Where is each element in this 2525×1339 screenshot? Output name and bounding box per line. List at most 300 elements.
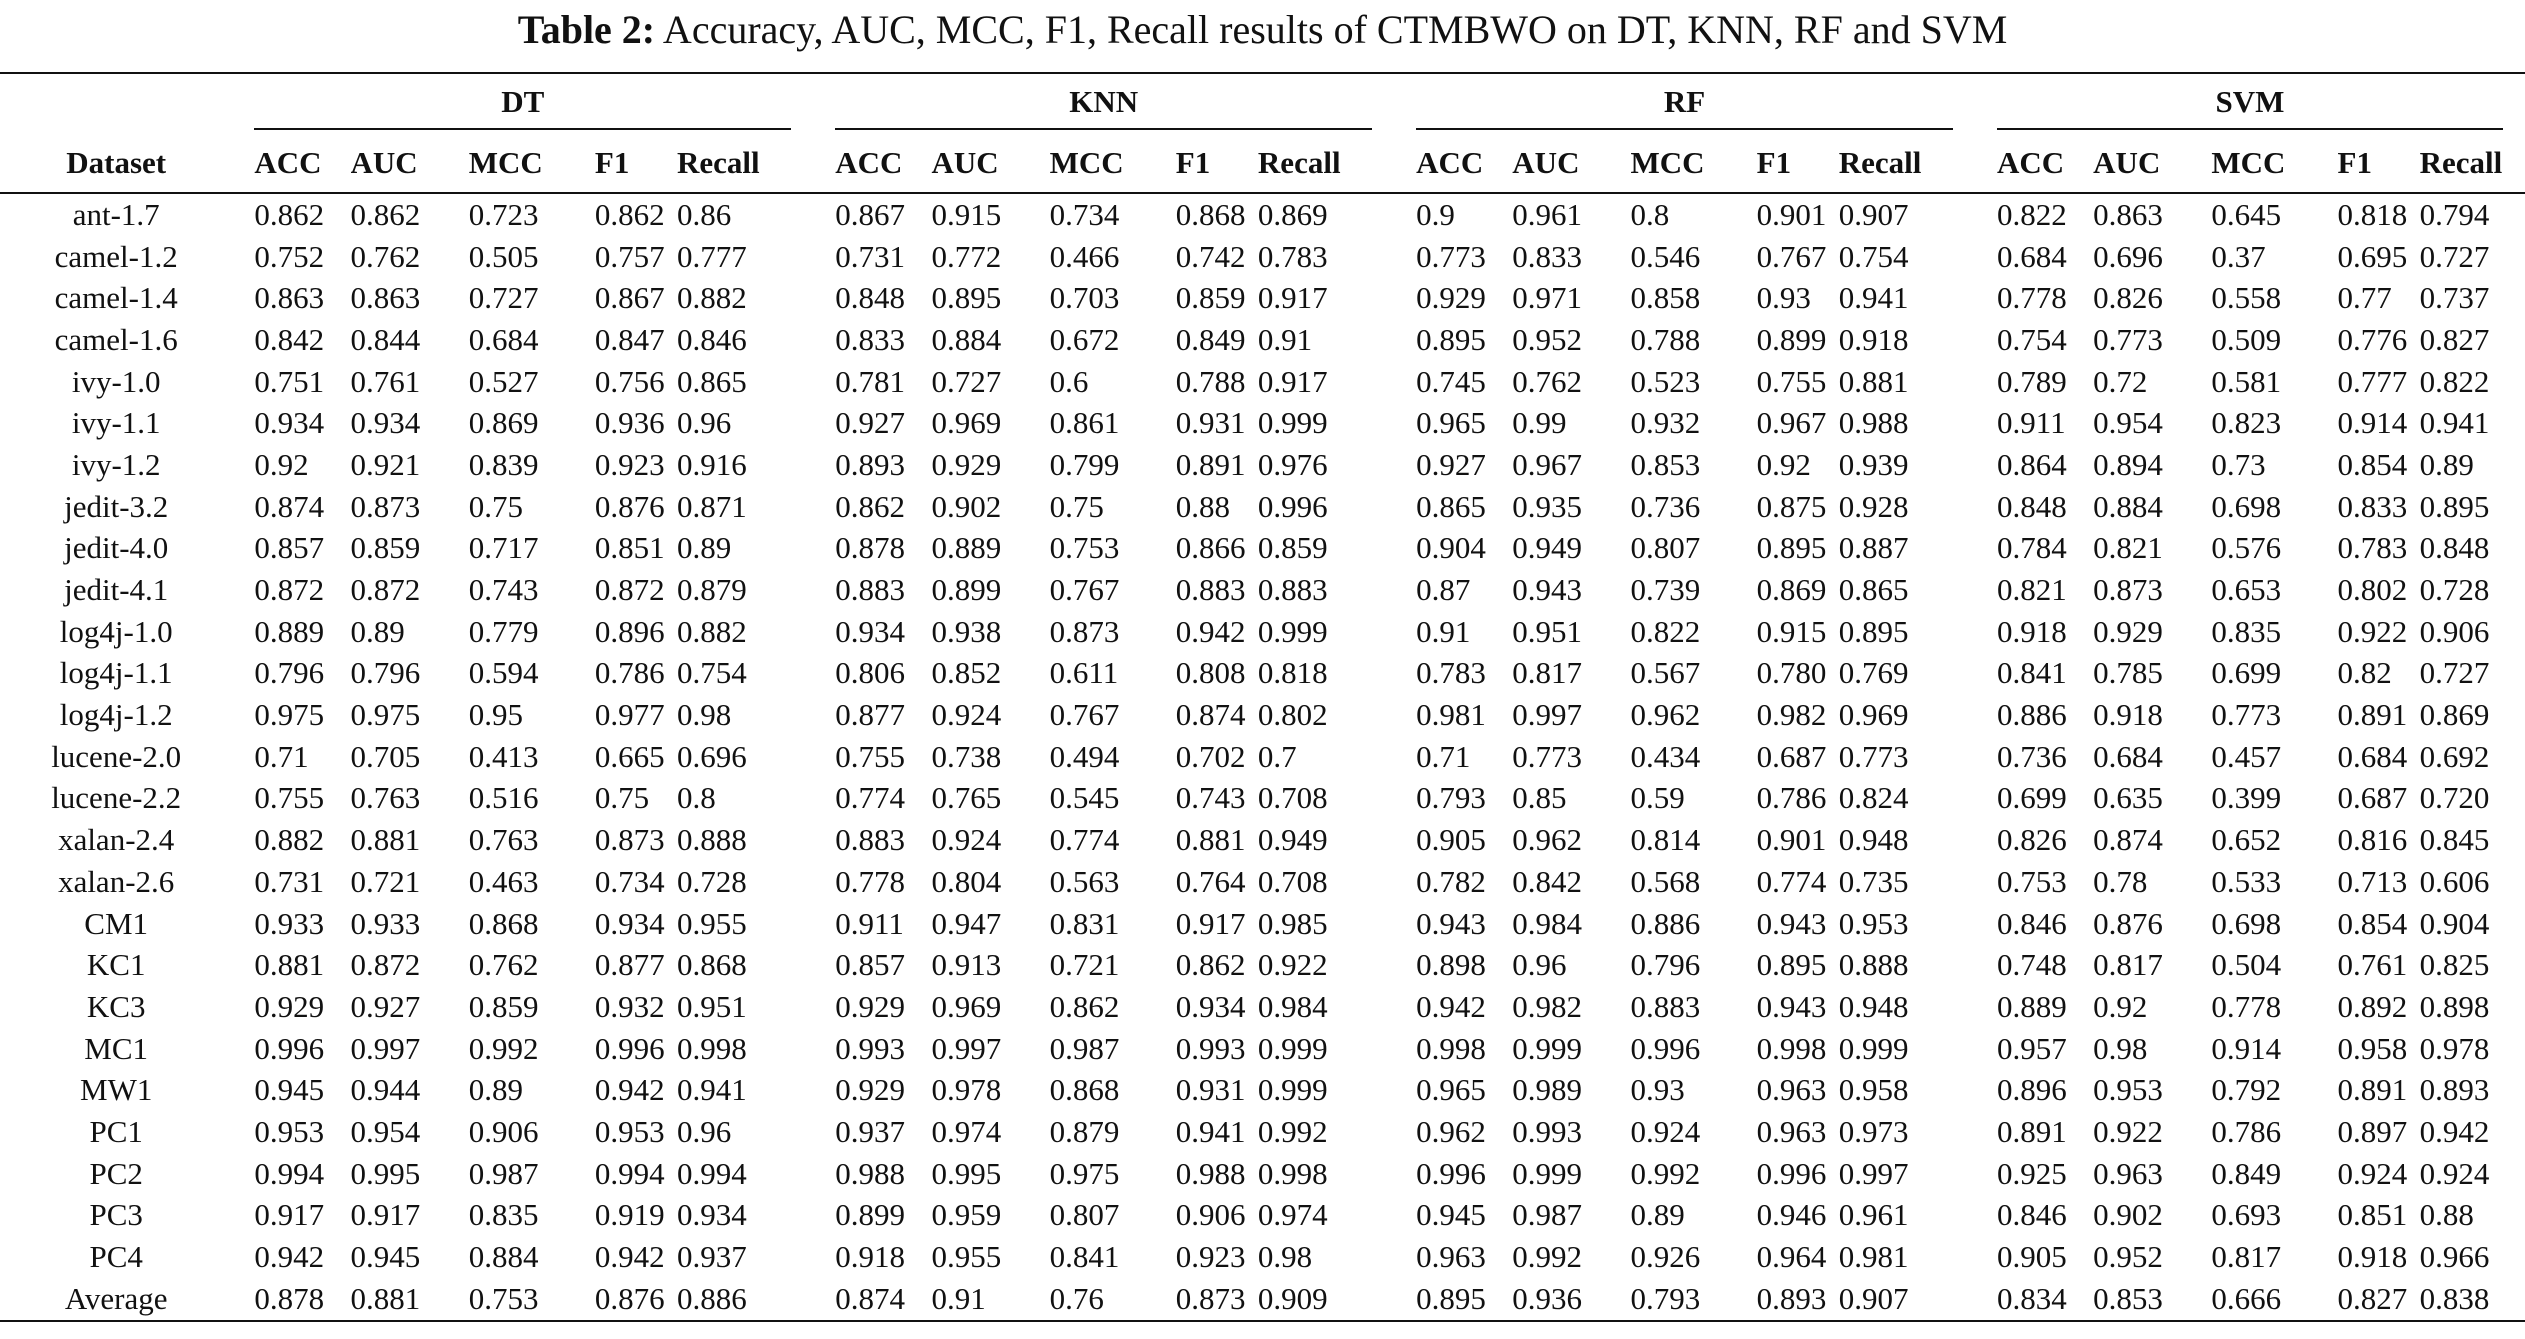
table-row — [0, 1195, 2525, 1237]
value-cell: 0.854 — [2337, 905, 2408, 941]
value-cell: 0.867 — [835, 196, 906, 232]
value-cell: 0.897 — [2337, 1113, 2408, 1149]
value-cell: 0.753 — [1997, 863, 2067, 899]
value-cell: 0.702 — [1175, 738, 1246, 774]
group-label: KNN — [835, 78, 1372, 130]
value-cell: 0.784 — [1997, 530, 2067, 566]
value-cell: 0.892 — [2337, 988, 2408, 1024]
column-header-svm-f1: F1 — [2338, 134, 2420, 193]
value-cell: 0.865 — [1416, 488, 1486, 524]
header-spacer — [0, 73, 232, 134]
value-cell: 0.984 — [1257, 988, 1328, 1024]
value-cell: 0.888 — [677, 822, 747, 858]
value-cell: 0.876 — [594, 488, 665, 524]
value-cell: 0.692 — [2419, 738, 2490, 774]
value-cell: 0.934 — [677, 1197, 747, 1233]
value-cell: 0.817 — [2093, 947, 2163, 983]
value-cell: 0.652 — [2211, 822, 2282, 858]
column-header-row — [0, 134, 2525, 193]
value-cell: 0.847 — [594, 321, 665, 357]
column-header-svm-recall: Recall — [2420, 134, 2525, 193]
value-cell: 0.708 — [1257, 780, 1328, 816]
value-cell: 0.988 — [1175, 1155, 1246, 1191]
value-cell: 0.842 — [254, 321, 325, 357]
caption-label: Table 2: — [517, 7, 656, 52]
value-cell: 0.969 — [1838, 697, 1909, 733]
value-cell: 0.964 — [1756, 1239, 1827, 1275]
value-cell: 0.945 — [1416, 1197, 1486, 1233]
column-header-knn-recall: Recall — [1258, 134, 1394, 193]
value-cell: 0.721 — [350, 863, 421, 899]
value-cell: 0.994 — [254, 1155, 325, 1191]
value-cell: 0.942 — [1175, 613, 1246, 649]
value-cell: 0.89 — [350, 613, 405, 649]
value-cell: 0.87 — [1416, 572, 1471, 608]
value-cell: 0.915 — [931, 196, 1002, 232]
value-cell: 0.779 — [468, 613, 539, 649]
table-row — [0, 444, 2525, 486]
value-cell: 0.918 — [1997, 613, 2067, 649]
value-cell: 0.494 — [1049, 738, 1120, 774]
value-cell: 0.723 — [468, 196, 539, 232]
value-cell: 0.7 — [1257, 738, 1297, 774]
value-cell: 0.869 — [1756, 572, 1827, 608]
value-cell: 0.973 — [1838, 1113, 1909, 1149]
value-cell: 0.883 — [835, 822, 906, 858]
value-cell: 0.884 — [468, 1239, 539, 1275]
value-cell: 0.755 — [1756, 363, 1827, 399]
value-cell: 0.967 — [1756, 405, 1827, 441]
value-cell: 0.923 — [1175, 1239, 1246, 1275]
value-cell: 0.936 — [1512, 1278, 1630, 1321]
value-cell: 0.872 — [254, 572, 325, 608]
value-cell: 0.838 — [2420, 1278, 2525, 1321]
value-cell: 0.505 — [468, 238, 539, 274]
value-cell: 0.731 — [254, 863, 325, 899]
value-cell: 0.893 — [835, 446, 906, 482]
value-cell: 0.788 — [1630, 321, 1701, 357]
value-cell: 0.802 — [2337, 572, 2408, 608]
value-cell: 0.896 — [1997, 1072, 2067, 1108]
group-label: RF — [1416, 78, 1953, 130]
value-cell: 0.958 — [2337, 1030, 2408, 1066]
value-cell: 0.862 — [1175, 947, 1246, 983]
value-cell: 0.977 — [594, 697, 665, 733]
value-cell: 0.95 — [468, 697, 523, 733]
value-cell: 0.834 — [1975, 1278, 2093, 1321]
table-row — [0, 528, 2525, 570]
value-cell: 0.946 — [1756, 1197, 1827, 1233]
value-cell: 0.987 — [1512, 1197, 1583, 1233]
value-cell: 0.993 — [1175, 1030, 1246, 1066]
value-cell: 0.807 — [1630, 530, 1701, 566]
value-cell: 0.817 — [2211, 1239, 2282, 1275]
value-cell: 0.999 — [1257, 405, 1328, 441]
value-cell: 0.882 — [254, 822, 325, 858]
value-cell: 0.772 — [931, 238, 1002, 274]
value-cell: 0.806 — [835, 655, 906, 691]
value-cell: 0.874 — [254, 488, 325, 524]
table-row — [0, 361, 2525, 403]
dataset-cell: camel-1.4 — [54, 280, 178, 316]
value-cell: 0.699 — [2211, 655, 2282, 691]
column-header-dt-recall: Recall — [677, 134, 813, 193]
value-cell: 0.931 — [1175, 405, 1246, 441]
value-cell: 0.684 — [2093, 738, 2163, 774]
value-cell: 0.984 — [1512, 905, 1583, 941]
value-cell: 0.895 — [1394, 1278, 1512, 1321]
value-cell: 0.999 — [1838, 1030, 1909, 1066]
value-cell: 0.949 — [1257, 822, 1328, 858]
value-cell: 0.971 — [1512, 280, 1583, 316]
value-cell: 0.793 — [1416, 780, 1486, 816]
value-cell: 0.899 — [835, 1197, 906, 1233]
value-cell: 0.881 — [254, 947, 325, 983]
value-cell: 0.71 — [254, 738, 309, 774]
value-cell: 0.862 — [835, 488, 906, 524]
value-cell: 0.762 — [468, 947, 539, 983]
dataset-cell: ant-1.7 — [72, 196, 160, 232]
table-row — [0, 903, 2525, 945]
value-cell: 0.881 — [351, 1278, 469, 1321]
value-cell: 0.866 — [1175, 530, 1246, 566]
value-cell: 0.845 — [2419, 822, 2490, 858]
value-cell: 0.756 — [594, 363, 665, 399]
value-cell: 0.865 — [1838, 572, 1909, 608]
table-caption — [0, 6, 2525, 53]
value-cell: 0.909 — [1258, 1278, 1394, 1321]
value-cell: 0.594 — [468, 655, 539, 691]
value-cell: 0.827 — [2419, 321, 2490, 357]
value-cell: 0.653 — [2211, 572, 2282, 608]
value-cell: 0.873 — [1176, 1278, 1258, 1321]
table-row — [0, 1236, 2525, 1278]
value-cell: 0.92 — [254, 446, 309, 482]
column-header-rf-mcc: MCC — [1630, 134, 1756, 193]
value-cell: 0.941 — [677, 1072, 747, 1108]
value-cell: 0.891 — [1175, 446, 1246, 482]
value-cell: 0.966 — [2419, 1239, 2490, 1275]
value-cell: 0.901 — [1756, 822, 1827, 858]
table-row — [0, 694, 2525, 736]
value-cell: 0.802 — [1257, 697, 1328, 733]
value-cell: 0.717 — [468, 530, 539, 566]
value-cell: 0.999 — [1512, 1155, 1583, 1191]
value-cell: 0.925 — [1997, 1155, 2067, 1191]
value-cell: 0.862 — [594, 196, 665, 232]
value-cell: 0.996 — [1257, 488, 1328, 524]
value-cell: 0.523 — [1630, 363, 1701, 399]
dataset-cell: jedit-4.0 — [64, 530, 169, 566]
value-cell: 0.848 — [2419, 530, 2490, 566]
value-cell: 0.769 — [1838, 655, 1909, 691]
value-cell: 0.753 — [1049, 530, 1120, 566]
column-header-knn-f1: F1 — [1176, 134, 1258, 193]
dataset-cell: ivy-1.0 — [71, 363, 161, 399]
value-cell: 0.96 — [677, 1113, 732, 1149]
value-cell: 0.846 — [677, 321, 747, 357]
value-cell: 0.399 — [2211, 780, 2282, 816]
value-cell: 0.995 — [931, 1155, 1002, 1191]
value-cell: 0.846 — [1997, 905, 2067, 941]
value-cell: 0.936 — [594, 405, 665, 441]
value-cell: 0.942 — [594, 1239, 665, 1275]
value-cell: 0.752 — [254, 238, 325, 274]
value-cell: 0.835 — [2211, 613, 2282, 649]
value-cell: 0.773 — [2211, 697, 2282, 733]
value-cell: 0.947 — [931, 905, 1002, 941]
value-cell: 0.757 — [594, 238, 665, 274]
value-cell: 0.89 — [468, 1072, 523, 1108]
value-cell: 0.611 — [1049, 655, 1119, 691]
value-cell: 0.773 — [1416, 238, 1486, 274]
value-cell: 0.879 — [1049, 1113, 1120, 1149]
value-cell: 0.937 — [677, 1239, 747, 1275]
value-cell: 0.99 — [1512, 405, 1567, 441]
value-cell: 0.755 — [254, 780, 325, 816]
value-cell: 0.684 — [1997, 238, 2067, 274]
value-cell: 0.961 — [1512, 196, 1583, 232]
value-cell: 0.893 — [1757, 1278, 1839, 1321]
table-row — [0, 569, 2525, 611]
value-cell: 0.734 — [1049, 196, 1120, 232]
value-cell: 0.933 — [254, 905, 325, 941]
value-cell: 0.941 — [2419, 405, 2490, 441]
value-cell: 0.996 — [1630, 1030, 1701, 1066]
value-cell: 0.889 — [931, 530, 1002, 566]
value-cell: 0.696 — [677, 738, 747, 774]
table-row — [0, 819, 2525, 861]
value-cell: 0.825 — [2419, 947, 2490, 983]
table-row — [0, 277, 2525, 319]
value-cell: 0.743 — [1175, 780, 1246, 816]
value-cell: 0.997 — [1512, 697, 1583, 733]
value-cell: 0.868 — [1049, 1072, 1120, 1108]
value-cell: 0.942 — [2419, 1113, 2490, 1149]
value-cell: 0.948 — [1838, 988, 1909, 1024]
value-cell: 0.893 — [2419, 1072, 2490, 1108]
group-label: DT — [254, 78, 791, 130]
value-cell: 0.781 — [835, 363, 906, 399]
value-cell: 0.89 — [2419, 446, 2474, 482]
dataset-cell: jedit-4.1 — [64, 572, 169, 608]
value-cell: 0.78 — [2093, 863, 2148, 899]
value-cell: 0.851 — [594, 530, 665, 566]
dataset-cell: MW1 — [80, 1072, 153, 1108]
value-cell: 0.886 — [1630, 905, 1701, 941]
value-cell: 0.875 — [1756, 488, 1827, 524]
value-cell: 0.853 — [2093, 1278, 2211, 1321]
value-cell: 0.826 — [2093, 280, 2163, 316]
value-cell: 0.898 — [1416, 947, 1486, 983]
column-header-knn-acc: ACC — [813, 134, 931, 193]
value-cell: 0.935 — [1512, 488, 1583, 524]
value-cell: 0.996 — [254, 1030, 325, 1066]
value-cell: 0.545 — [1049, 780, 1120, 816]
value-cell: 0.904 — [2419, 905, 2490, 941]
value-cell: 0.778 — [2211, 988, 2282, 1024]
dataset-cell: KC1 — [86, 947, 146, 983]
value-cell: 0.783 — [1416, 655, 1486, 691]
value-cell: 0.785 — [2093, 655, 2163, 691]
value-cell: 0.882 — [677, 613, 747, 649]
value-cell: 0.962 — [1630, 697, 1701, 733]
value-cell: 0.91 — [1416, 613, 1471, 649]
value-cell: 0.881 — [1838, 363, 1909, 399]
value-cell: 0.788 — [1175, 363, 1246, 399]
value-cell: 0.37 — [2211, 238, 2266, 274]
value-cell: 0.934 — [835, 613, 906, 649]
value-cell: 0.727 — [2419, 655, 2490, 691]
value-cell: 0.928 — [1838, 488, 1909, 524]
column-header-knn-auc: AUC — [931, 134, 1049, 193]
value-cell: 0.902 — [931, 488, 1002, 524]
value-cell: 0.98 — [677, 697, 732, 733]
value-cell: 0.873 — [594, 822, 665, 858]
value-cell: 0.466 — [1049, 238, 1120, 274]
value-cell: 0.982 — [1756, 697, 1827, 733]
value-cell: 0.863 — [254, 280, 325, 316]
value-cell: 0.953 — [2093, 1072, 2163, 1108]
value-cell: 0.899 — [931, 572, 1002, 608]
value-cell: 0.932 — [1630, 405, 1701, 441]
value-cell: 0.883 — [1630, 988, 1701, 1024]
value-cell: 0.827 — [2338, 1278, 2420, 1321]
value-cell: 0.943 — [1512, 572, 1583, 608]
value-cell: 0.817 — [1512, 655, 1583, 691]
value-cell: 0.841 — [1997, 655, 2067, 691]
value-cell: 0.939 — [1838, 446, 1909, 482]
group-header-rf — [1394, 73, 1975, 134]
value-cell: 0.93 — [1756, 280, 1811, 316]
value-cell: 0.864 — [1997, 446, 2067, 482]
value-cell: 0.9 — [1416, 196, 1455, 232]
dataset-cell: CM1 — [84, 905, 149, 941]
value-cell: 0.894 — [2093, 446, 2163, 482]
value-cell: 0.773 — [1512, 738, 1583, 774]
table-row — [0, 861, 2525, 903]
value-cell: 0.792 — [2211, 1072, 2282, 1108]
value-cell: 0.89 — [1630, 1197, 1685, 1233]
value-cell: 0.917 — [1257, 280, 1328, 316]
value-cell: 0.872 — [350, 947, 421, 983]
value-cell: 0.727 — [931, 363, 1002, 399]
value-cell: 0.72 — [2093, 363, 2148, 399]
value-cell: 0.993 — [1512, 1113, 1583, 1149]
value-cell: 0.739 — [1630, 572, 1701, 608]
value-cell: 0.982 — [1512, 988, 1583, 1024]
value-cell: 0.783 — [2337, 530, 2408, 566]
value-cell: 0.877 — [835, 697, 906, 733]
table-row — [0, 653, 2525, 695]
value-cell: 0.645 — [2211, 196, 2282, 232]
value-cell: 0.931 — [1175, 1072, 1246, 1108]
value-cell: 0.767 — [1049, 572, 1120, 608]
value-cell: 0.921 — [350, 446, 421, 482]
value-cell: 0.699 — [1997, 780, 2067, 816]
value-cell: 0.967 — [1512, 446, 1583, 482]
value-cell: 0.951 — [677, 988, 747, 1024]
value-cell: 0.696 — [2093, 238, 2163, 274]
value-cell: 0.922 — [2093, 1113, 2163, 1149]
value-cell: 0.942 — [1416, 988, 1486, 1024]
value-cell: 0.881 — [1175, 822, 1246, 858]
value-cell: 0.833 — [1512, 238, 1583, 274]
table-row — [0, 611, 2525, 653]
value-cell: 0.963 — [1416, 1239, 1486, 1275]
value-cell: 0.906 — [1175, 1197, 1246, 1233]
value-cell: 0.872 — [594, 572, 665, 608]
value-cell: 0.987 — [468, 1155, 539, 1191]
value-cell: 0.924 — [2419, 1155, 2490, 1191]
value-cell: 0.943 — [1756, 988, 1827, 1024]
value-cell: 0.954 — [350, 1113, 421, 1149]
value-cell: 0.934 — [1175, 988, 1246, 1024]
value-cell: 0.822 — [1997, 196, 2067, 232]
table-row — [0, 778, 2525, 820]
value-cell: 0.748 — [1997, 947, 2067, 983]
value-cell: 0.975 — [254, 697, 325, 733]
value-cell: 0.568 — [1630, 863, 1701, 899]
table-row — [0, 1111, 2525, 1153]
table-row — [0, 1069, 2525, 1111]
value-cell: 0.789 — [1997, 363, 2067, 399]
value-cell: 0.558 — [2211, 280, 2282, 316]
group-header-knn — [813, 73, 1394, 134]
value-cell: 0.774 — [1049, 822, 1120, 858]
value-cell: 0.976 — [1257, 446, 1328, 482]
value-cell: 0.859 — [350, 530, 421, 566]
value-cell: 0.907 — [1838, 196, 1909, 232]
value-cell: 0.917 — [1175, 905, 1246, 941]
value-cell: 0.871 — [677, 488, 747, 524]
value-cell: 0.992 — [1512, 1239, 1583, 1275]
dataset-cell: log4j-1.1 — [59, 655, 173, 691]
value-cell: 0.823 — [2211, 405, 2282, 441]
value-cell: 0.933 — [350, 905, 421, 941]
value-cell: 0.82 — [2337, 655, 2392, 691]
value-cell: 0.881 — [350, 822, 421, 858]
table-row — [0, 736, 2525, 778]
value-cell: 0.923 — [594, 446, 665, 482]
value-cell: 0.822 — [2419, 363, 2490, 399]
value-cell: 0.963 — [2093, 1155, 2163, 1191]
value-cell: 0.997 — [1838, 1155, 1909, 1191]
value-cell: 0.993 — [835, 1030, 906, 1066]
value-cell: 0.666 — [2211, 1278, 2337, 1321]
value-cell: 0.761 — [2337, 947, 2408, 983]
table-row — [0, 1278, 2525, 1321]
value-cell: 0.927 — [350, 988, 421, 1024]
value-cell: 0.942 — [254, 1239, 325, 1275]
dataset-cell: KC3 — [86, 988, 146, 1024]
value-cell: 0.889 — [254, 613, 325, 649]
dataset-cell: lucene-2.2 — [51, 780, 182, 816]
group-header-svm — [1975, 73, 2525, 134]
value-cell: 0.563 — [1049, 863, 1120, 899]
value-cell: 0.735 — [1838, 863, 1909, 899]
value-cell: 0.924 — [931, 697, 1002, 733]
value-cell: 0.516 — [468, 780, 539, 816]
value-cell: 0.919 — [594, 1197, 665, 1233]
value-cell: 0.721 — [1049, 947, 1120, 983]
value-cell: 0.755 — [835, 738, 906, 774]
value-cell: 0.929 — [835, 988, 906, 1024]
value-cell: 0.869 — [1257, 196, 1328, 232]
value-cell: 0.853 — [1630, 446, 1701, 482]
value-cell: 0.434 — [1630, 738, 1701, 774]
column-header-dt-auc: AUC — [351, 134, 469, 193]
